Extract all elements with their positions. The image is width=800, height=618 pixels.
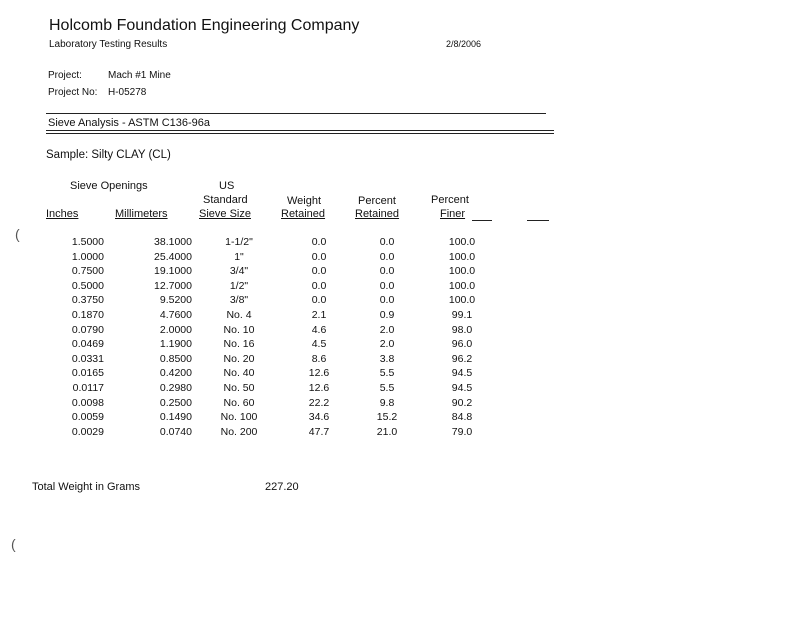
cell-inches: 1.5000 <box>71 236 104 248</box>
cell-size: No. 20 <box>223 352 255 365</box>
cell-retained: 2.0 <box>379 338 395 351</box>
cell-weight: 22.2 <box>308 396 330 409</box>
header-standard: Standard <box>203 194 248 206</box>
table-row <box>40 425 502 440</box>
cell-finer: 98.0 <box>451 323 473 336</box>
section-rule-bottom-2 <box>46 133 554 134</box>
project-number-value: H-05278 <box>108 87 147 98</box>
header-sieve-size: Sieve Size <box>199 208 251 220</box>
cell-mm: 4.7600 <box>159 308 192 321</box>
table-row <box>40 279 502 294</box>
cell-weight: 0.0 <box>311 294 327 307</box>
header-us: US <box>219 180 235 192</box>
cell-mm: 9.5200 <box>159 294 192 307</box>
cell-weight: 0.0 <box>311 279 327 292</box>
cell-inches: 0.0059 <box>71 411 104 424</box>
header-weight: Weight <box>287 195 322 207</box>
total-weight-value: 227.20 <box>265 481 299 493</box>
table-row <box>40 381 502 396</box>
project-label: Project: <box>48 70 82 81</box>
cell-mm: 19.1000 <box>154 265 192 278</box>
report-date: 2/8/2006 <box>446 39 482 49</box>
table-row <box>40 410 502 425</box>
cell-retained: 15.2 <box>376 411 398 424</box>
cell-mm: 0.4200 <box>159 367 192 380</box>
cell-size: No. 4 <box>226 308 252 321</box>
cell-mm: 38.1000 <box>154 236 192 248</box>
table-row <box>40 264 502 279</box>
company-name: Holcomb Foundation Engineering Company <box>49 17 360 34</box>
cell-retained: 0.0 <box>379 294 395 307</box>
header-finer: Finer <box>440 208 466 220</box>
cell-mm: 25.4000 <box>154 250 192 263</box>
cell-weight: 12.6 <box>308 381 330 394</box>
cell-finer: 94.5 <box>451 367 473 380</box>
cell-mm: 0.1490 <box>159 411 192 424</box>
cell-retained: 0.0 <box>379 279 395 292</box>
cell-size: No. 200 <box>220 425 258 438</box>
cell-inches: 0.0331 <box>71 352 104 365</box>
section-rule-bottom <box>46 130 554 131</box>
table-row <box>40 323 502 338</box>
cell-mm: 2.0000 <box>159 323 192 336</box>
cell-weight: 12.6 <box>308 367 330 380</box>
table-row <box>40 337 502 352</box>
cell-size: No. 16 <box>223 338 255 351</box>
cell-mm: 0.0740 <box>159 425 192 438</box>
cell-weight: 4.6 <box>311 323 327 336</box>
cell-inches: 0.7500 <box>71 265 104 278</box>
cell-size: No. 100 <box>220 411 258 424</box>
header-percent-retained: Percent <box>358 195 396 207</box>
header-percent-finer: Percent <box>431 194 469 206</box>
cell-finer: 100.0 <box>448 265 476 278</box>
table-row <box>40 366 502 381</box>
cell-finer: 84.8 <box>451 411 473 424</box>
cell-retained: 5.5 <box>379 367 395 380</box>
cell-retained: 3.8 <box>379 352 395 365</box>
cell-size: 1/2" <box>229 279 249 292</box>
cell-weight: 8.6 <box>311 352 327 365</box>
project-value: Mach #1 Mine <box>108 70 171 81</box>
cell-weight: 4.5 <box>311 338 327 351</box>
cell-retained: 0.0 <box>379 265 395 278</box>
cell-size: 3/8" <box>229 294 249 307</box>
cell-finer: 96.2 <box>451 352 473 365</box>
cell-retained: 2.0 <box>379 323 395 336</box>
cell-retained: 0.9 <box>379 308 395 321</box>
cell-mm: 0.2980 <box>159 381 192 394</box>
cell-size: No. 40 <box>223 367 255 380</box>
sample-description: Sample: Silty CLAY (CL) <box>46 149 171 161</box>
cell-retained: 21.0 <box>376 425 398 438</box>
cell-finer: 96.0 <box>451 338 473 351</box>
cell-weight: 0.0 <box>311 265 327 278</box>
cell-finer: 99.1 <box>451 308 473 321</box>
header-retained-percent: Retained <box>355 208 400 220</box>
cell-size: 3/4" <box>229 265 249 278</box>
cell-size: No. 60 <box>223 396 255 409</box>
cell-finer: 100.0 <box>448 250 476 263</box>
cell-inches: 0.0790 <box>71 323 104 336</box>
section-rule-top <box>46 113 546 114</box>
cell-size: 1-1/2" <box>225 236 253 248</box>
cell-weight: 0.0 <box>311 250 327 263</box>
table-row <box>40 235 502 250</box>
cell-mm: 0.8500 <box>159 352 192 365</box>
cell-retained: 9.8 <box>379 396 395 409</box>
header-millimeters: Millimeters <box>115 208 168 220</box>
cell-retained: 5.5 <box>379 381 395 394</box>
report-subtitle: Laboratory Testing Results <box>49 39 168 50</box>
cell-finer: 100.0 <box>448 279 476 292</box>
punch-hole-mark: ( <box>15 226 20 242</box>
cell-inches: 0.3750 <box>71 294 104 307</box>
header-retained-weight: Retained <box>281 208 326 220</box>
cell-mm: 12.7000 <box>154 279 192 292</box>
cell-size: No. 10 <box>223 323 255 336</box>
cell-mm: 1.1900 <box>159 338 192 351</box>
punch-hole-mark: ( <box>11 536 16 552</box>
cell-finer: 90.2 <box>451 396 473 409</box>
sieve-table-body <box>40 235 502 439</box>
header-inches: Inches <box>46 208 79 220</box>
cell-size: No. 50 <box>223 381 255 394</box>
cell-inches: 0.1870 <box>71 308 104 321</box>
cell-finer: 100.0 <box>448 294 476 307</box>
cell-inches: 0.0165 <box>71 367 104 380</box>
total-weight-label: Total Weight in Grams <box>32 481 141 493</box>
table-row <box>40 396 502 411</box>
cell-size: 1" <box>234 250 244 263</box>
cell-inches: 0.0117 <box>72 381 104 394</box>
header-rule-a <box>472 220 492 221</box>
cell-weight: 2.1 <box>311 308 327 321</box>
cell-inches: 0.5000 <box>71 279 104 292</box>
table-row <box>40 308 502 323</box>
cell-retained: 0.0 <box>379 236 395 248</box>
sieve-table <box>40 235 502 439</box>
table-row <box>40 352 502 367</box>
cell-retained: 0.0 <box>379 250 395 263</box>
project-number-label: Project No: <box>48 87 98 98</box>
cell-inches: 0.0469 <box>71 338 104 351</box>
table-row <box>40 250 502 265</box>
cell-inches: 1.0000 <box>71 250 104 263</box>
section-title: Sieve Analysis - ASTM C136-96a <box>48 117 211 129</box>
cell-inches: 0.0029 <box>71 425 104 438</box>
cell-finer: 79.0 <box>451 425 473 438</box>
table-row <box>40 293 502 308</box>
header-rule-b <box>527 220 549 221</box>
cell-weight: 34.6 <box>308 411 330 424</box>
cell-weight: 0.0 <box>311 236 327 248</box>
cell-mm: 0.2500 <box>159 396 192 409</box>
header-sieve-openings: Sieve Openings <box>70 180 148 192</box>
cell-finer: 100.0 <box>448 236 476 248</box>
cell-finer: 94.5 <box>451 381 473 394</box>
cell-inches: 0.0098 <box>71 396 104 409</box>
cell-weight: 47.7 <box>308 425 330 438</box>
